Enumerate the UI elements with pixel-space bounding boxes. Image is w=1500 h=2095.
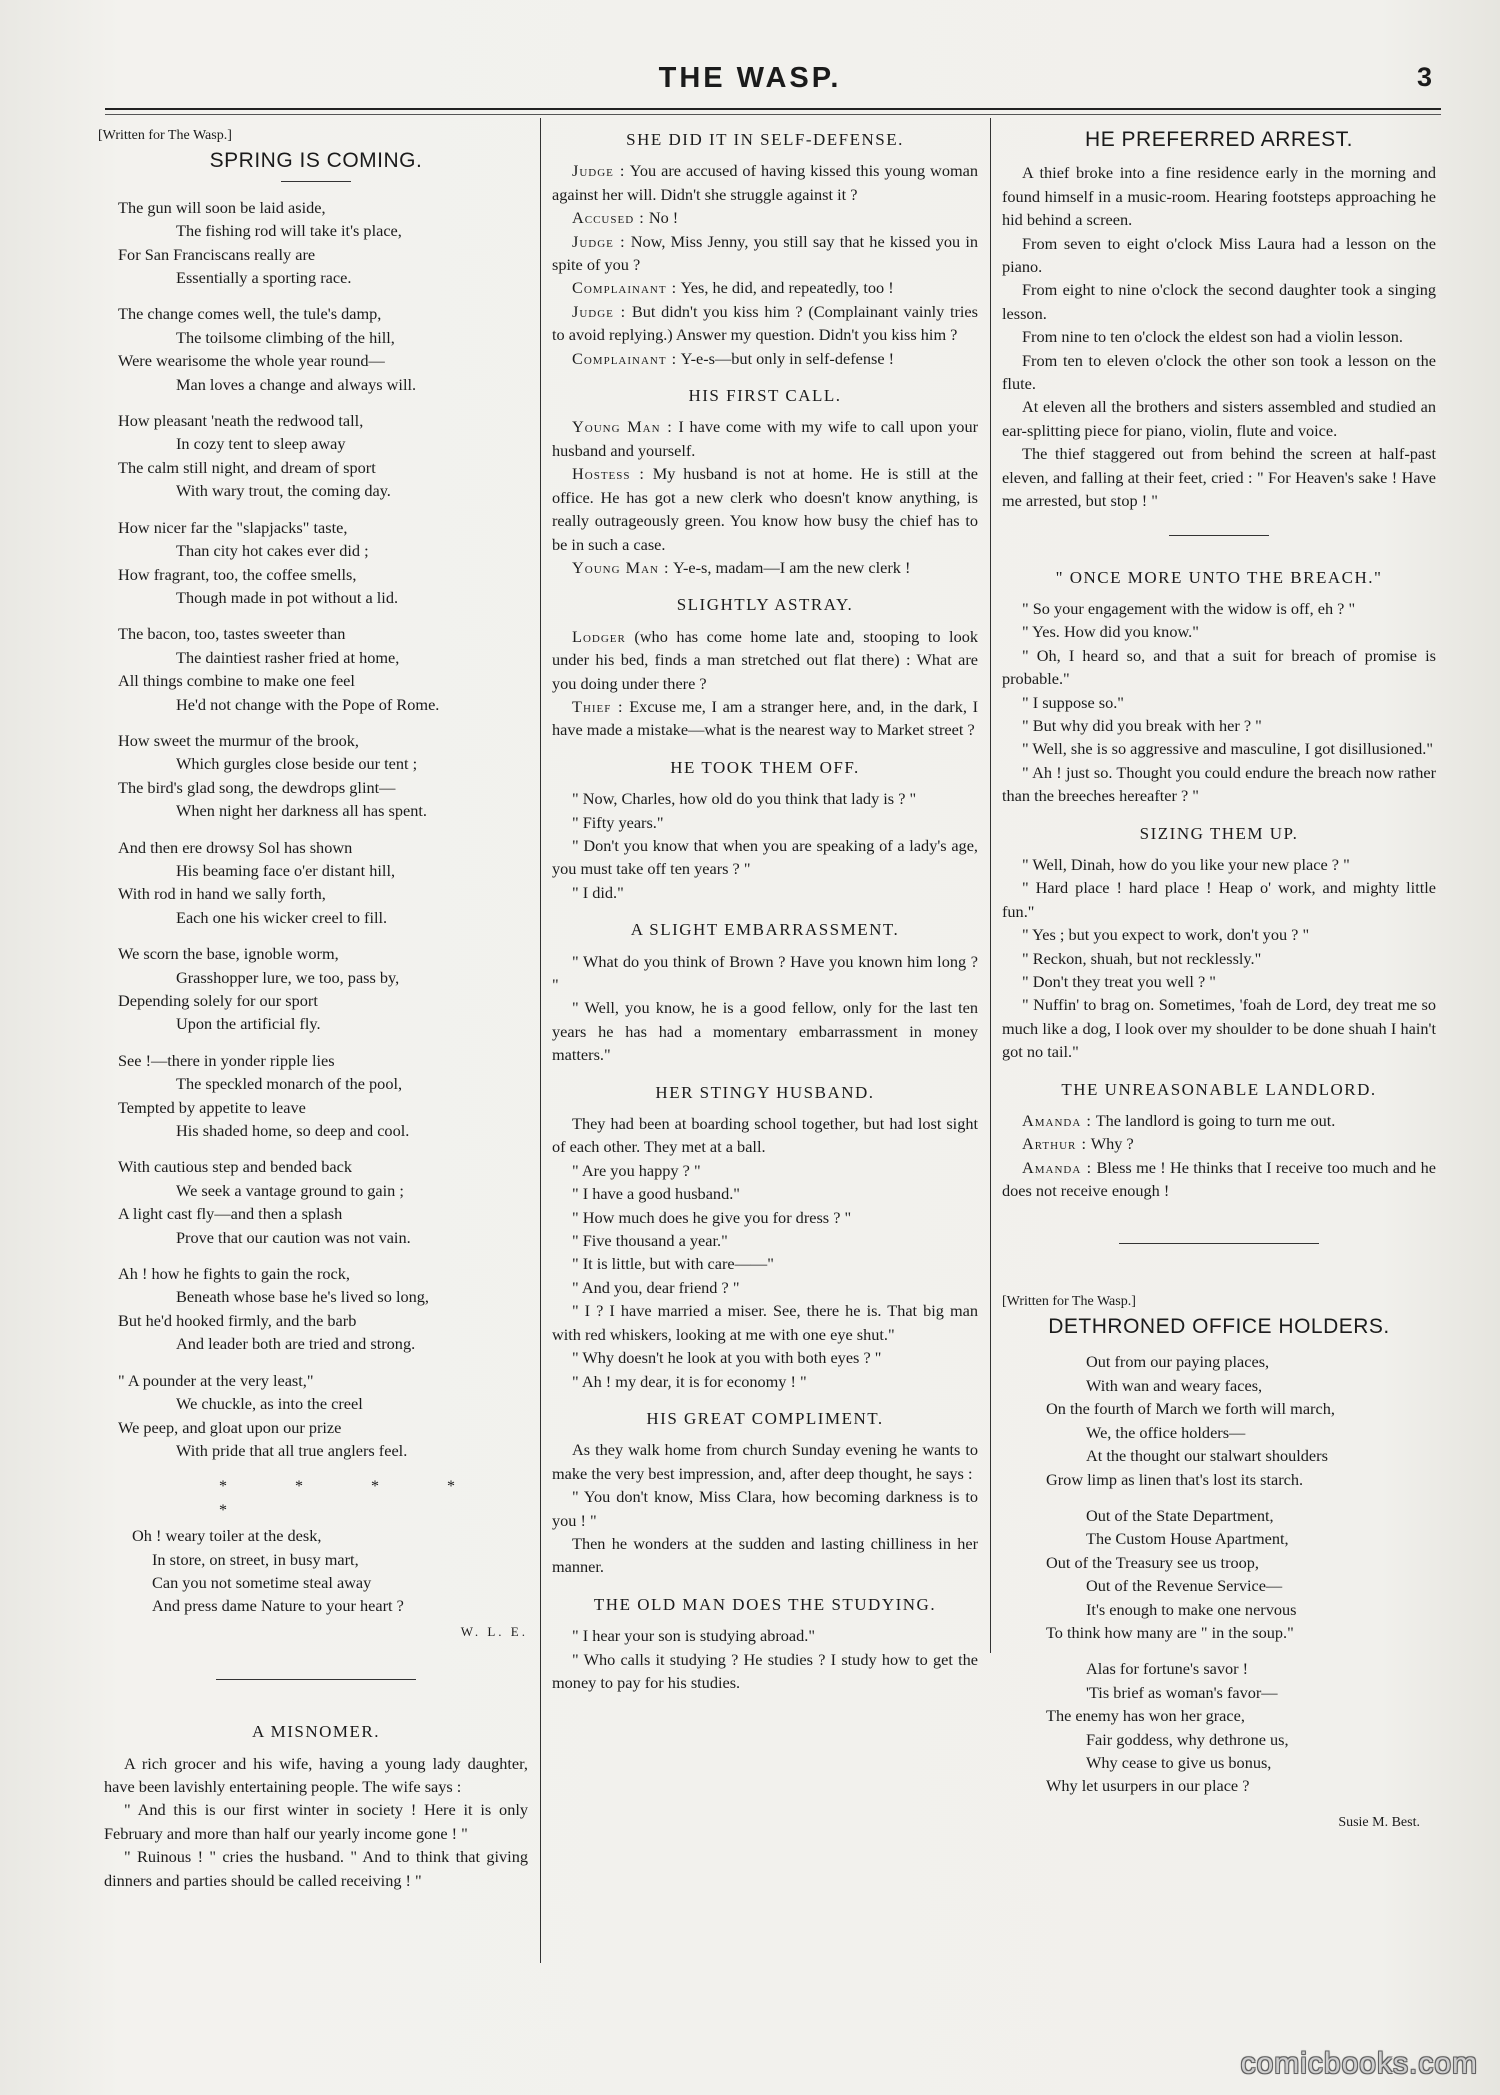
speaker-name: Young Man : [572, 557, 670, 577]
dialog-line [552, 159, 978, 206]
written-for-note: [Written for The Wasp.] [1002, 1293, 1136, 1309]
column-divider-right [990, 118, 991, 1653]
column-2 [552, 124, 978, 1694]
old-man-studying-body [552, 1624, 978, 1694]
verse-line: It's enough to make one nervous [1086, 1599, 1297, 1619]
paragraph: " Hard place ! hard place ! Heap o' work, and mighty little fun." [1002, 878, 1436, 921]
poem-dethroned-body [1002, 1350, 1436, 1797]
paragraph: " Fifty years." [572, 812, 664, 832]
stanza [118, 1049, 528, 1143]
verse-line: How nicer far the "slapjacks" taste, [118, 517, 348, 537]
verse-line: When night her darkness all has spent. [176, 801, 427, 821]
verse-line: Out from our paying places, [1086, 1352, 1270, 1372]
verse-line: The toilsome climbing of the hill, [176, 327, 395, 347]
paragraph: " How much does he give you for dress ? " [572, 1207, 852, 1227]
section-divider [1169, 535, 1269, 536]
verse-line: Upon the artificial fly. [176, 1014, 321, 1034]
verse-line: The change comes well, the tule's damp, [118, 304, 382, 324]
verse-line: Why cease to give us bonus, [1086, 1752, 1272, 1772]
speaker-name: Complainant : [572, 348, 678, 368]
paragraph: From seven to eight o'clock Miss Laura had a lesson on the piano. [1002, 233, 1436, 277]
verse-line: And leader both are tried and strong. [176, 1334, 416, 1354]
paragraph: They had been at boarding school together, but had lost sight of each other. They met at a ball. [552, 1114, 978, 1157]
stanza [118, 942, 528, 1036]
paragraph: " So your engagement with the widow is off, eh ? " [1022, 598, 1356, 618]
embarrassment-body [552, 950, 978, 1067]
verse-line: We seek a vantage ground to gain ; [176, 1180, 404, 1200]
verse-line: Why let usurpers in our place ? [1046, 1776, 1250, 1796]
dialog-line [1002, 1109, 1436, 1132]
verse-line: On the fourth of March we forth will march, [1046, 1399, 1335, 1419]
verse-line: We, the office holders— [1086, 1422, 1246, 1442]
verse-line: All things combine to make one feel [118, 671, 355, 691]
spoken-text: No ! [644, 208, 679, 228]
dialog-line [552, 206, 978, 229]
stanza-break-stars: * * * * * [219, 1478, 487, 1519]
heading-unto-the-breach: " ONCE MORE UNTO THE BREACH." [1055, 567, 1383, 587]
heading-took-them-off: HE TOOK THEM OFF. [670, 757, 860, 777]
verse-line: Each one his wicker creel to fill. [176, 907, 388, 927]
stanza [118, 1369, 528, 1463]
unreasonable-landlord-body [1002, 1109, 1436, 1203]
dialog-line [552, 300, 978, 347]
paragraph: " Don't you know that when you are speaking of a lady's age, you must take off ten years ? " [552, 835, 978, 879]
spoken-text: Y-e-s, madam—I am the new clerk ! [669, 557, 911, 577]
verse-line: Tempted by appetite to leave [118, 1097, 306, 1117]
paragraph: " Yes. How did you know." [1022, 622, 1199, 642]
misnomer-body [104, 1752, 528, 1892]
heading-great-compliment: HIS GREAT COMPLIMENT. [646, 1408, 884, 1428]
verse-line: See !—there in yonder ripple lies [118, 1050, 335, 1070]
paragraph: " Yes ; but you expect to work, don't you ? " [1022, 925, 1310, 945]
stanza [118, 1262, 528, 1356]
verse-line: With cautious step and bended back [118, 1157, 352, 1177]
verse-line: We peep, and gloat upon our prize [118, 1417, 342, 1437]
page-number: 3 [1416, 62, 1432, 92]
verse-line: Man loves a change and always will. [176, 374, 417, 394]
verse-line: How sweet the murmur of the brook, [118, 730, 359, 750]
dialog-line [552, 556, 978, 579]
paragraph: " Nuffin' to brag on. Sometimes, 'foah de Lord, dey treat me so much like a dog, I look over my shoulder to be done shuah I hain't got no tail." [1002, 995, 1436, 1062]
heading-embarrassment: A SLIGHT EMBARRASSMENT. [630, 920, 900, 940]
masthead-title: THE WASP. [658, 62, 842, 94]
paragraph: " I did." [572, 882, 624, 902]
verse-line: Out of the Treasury see us troop, [1046, 1552, 1259, 1572]
verse-line: 'Tis brief as woman's favor— [1086, 1682, 1278, 1702]
paragraph: A rich grocer and his wife, having a young lady daughter, have been lavishly entertaining people. The wife says : [104, 1753, 528, 1796]
stingy-husband-body [552, 1112, 978, 1393]
speaker-name: Arthur : [1022, 1134, 1087, 1154]
great-compliment-body [552, 1438, 978, 1578]
speaker-name: Amanda : [1022, 1111, 1092, 1131]
verse-line: Can you not sometime steal away [152, 1572, 372, 1592]
stanza [118, 196, 528, 290]
verse-line: We chuckle, as into the creel [176, 1394, 363, 1414]
site-watermark: comicbooks.com [1240, 2047, 1478, 2080]
paragraph: A thief broke into a fine residence early in the morning and found himself in a music-room. Hearing footsteps approaching he hid behind a screen. [1002, 163, 1436, 230]
verse-line: How fragrant, too, the coffee smells, [118, 564, 357, 584]
column-divider-left [540, 118, 541, 1963]
paragraph: " But why did you break with her ? " [1022, 715, 1262, 735]
paragraph: " Five thousand a year." [572, 1231, 728, 1251]
stanza [118, 302, 528, 396]
speaker-name: Thief : [572, 696, 624, 716]
verse-line: With rod in hand we sally forth, [118, 884, 326, 904]
paragraph: " Ah ! just so. Thought you could endure the breach now rather than the breeches hereafter ? " [1002, 762, 1436, 806]
verse-line: With wan and weary faces, [1086, 1375, 1263, 1395]
paragraph: The thief staggered out from behind the screen at half-past eleven, and falling at their feet, cried : " For Heaven's sake ! Have me arrested, but stop ! " [1002, 444, 1436, 511]
speaker-name: Accused : [572, 208, 645, 228]
heading-old-man-studying: THE OLD MAN DOES THE STUDYING. [593, 1594, 937, 1614]
verse-line: Ah ! how he fights to gain the rock, [118, 1264, 350, 1284]
verse-line: Out of the State Department, [1086, 1505, 1274, 1525]
paragraph: " Well, she is so aggressive and masculine, I got disillusioned." [1022, 739, 1433, 759]
paragraph: " It is little, but with care——" [572, 1254, 774, 1274]
spoken-text: (who has come home late and, stooping to look under his bed, finds a man stretched out flat there) : What are you doing under there ? [552, 626, 978, 693]
dialog-line [1002, 1132, 1436, 1155]
verse-line: With pride that all true anglers feel. [176, 1440, 408, 1460]
dialog-line [552, 230, 978, 277]
stanza [118, 622, 528, 716]
speaker-name: Complainant : [572, 278, 678, 298]
verse-line: Beneath whose base he's lived so long, [176, 1287, 429, 1307]
verse-line: Oh ! weary toiler at the desk, [132, 1526, 322, 1546]
speaker-name: Judge : [572, 161, 626, 181]
paragraph: " Don't they treat you well ? " [1022, 972, 1216, 991]
paragraph: " Who calls it studying ? He studies ? I study how to get the money to pay for his studies. [552, 1649, 978, 1692]
paragraph: " Are you happy ? " [572, 1160, 701, 1180]
verse-line: In store, on street, in busy mart, [152, 1549, 359, 1569]
verse-line: His beaming face o'er distant hill, [176, 860, 396, 880]
verse-line: He'd not change with the Pope of Rome. [176, 694, 440, 714]
verse-line: And press dame Nature to your heart ? [152, 1596, 404, 1616]
verse-line: How pleasant 'neath the redwood tall, [118, 411, 364, 431]
verse-line: At the thought our stalwart shoulders [1086, 1446, 1328, 1466]
verse-line: With wary trout, the coming day. [176, 481, 391, 501]
paragraph: " You don't know, Miss Clara, how becoming darkness is to you ! " [552, 1487, 978, 1530]
dialog-line [552, 347, 978, 370]
heading-misnomer: A MISNOMER. [252, 1722, 380, 1742]
dialog-line [552, 276, 978, 299]
paragraph: " Ruinous ! " cries the husband. " And to think that giving dinners and parties should be called receiving ! " [104, 1847, 528, 1890]
dialog-line [552, 415, 978, 462]
poem-signature: Susie M. Best. [1338, 1814, 1420, 1830]
speaker-name: Judge : [572, 231, 626, 251]
heading-unreasonable-landlord: THE UNREASONABLE LANDLORD. [1061, 1079, 1377, 1099]
column-1 [98, 124, 528, 1892]
verse-line: Fair goddess, why dethrone us, [1086, 1729, 1289, 1749]
paragraph: " Well, Dinah, how do you like your new place ? " [1022, 854, 1350, 874]
paragraph: Then he wonders at the sudden and lasting chilliness in her manner. [552, 1533, 978, 1577]
spoken-text: Excuse me, I am a stranger here, and, in the dark, I have made a mistake—what is the nearest way to Market street ? [552, 696, 979, 740]
dialog-line [552, 695, 978, 742]
spoken-text: Y-e-s—but only in self-defense ! [677, 348, 895, 368]
stanza [118, 836, 528, 930]
stanza [118, 1155, 528, 1249]
paragraph: " I hear your son is studying abroad." [572, 1626, 815, 1646]
heading-first-call: HIS FIRST CALL. [688, 386, 842, 406]
verse-line: The daintiest rasher fried at home, [176, 647, 400, 667]
dialog-line [1002, 1156, 1436, 1203]
verse-line: The speckled monarch of the pool, [176, 1074, 403, 1094]
sizing-them-up-body [1002, 853, 1436, 1064]
verse-line: " A pounder at the very least," [118, 1370, 314, 1390]
verse-line: Which gurgles close beside our tent ; [176, 754, 418, 774]
spoken-text: Bless me ! He thinks that I receive too much and he does not receive enough ! [1002, 1157, 1436, 1201]
verse-line: Grasshopper lure, we too, pass by, [176, 967, 400, 987]
spoken-text: Now, Miss Jenny, you still say that he kissed you in spite of you ? [552, 231, 978, 275]
verse-line: The bird's glad song, the dewdrops glint— [118, 777, 396, 797]
verse-line: The Custom House Apartment, [1086, 1529, 1289, 1549]
stanza [118, 409, 528, 503]
paragraph: " And you, dear friend ? " [572, 1277, 740, 1297]
slightly-astray-body [552, 625, 978, 742]
verse-line: Than city hot cakes ever did ; [176, 541, 369, 561]
speaker-name: Lodger [572, 626, 626, 646]
paragraph: " And this is our first winter in society ! Here it is only February and more than half our yearly income gone ! " [104, 1800, 528, 1843]
paragraph: " I ? I have married a miser. See, there he is. That big man with red whiskers, looking at me with one eye shut." [552, 1301, 978, 1344]
took-them-off-body [552, 787, 978, 904]
verse-line: Essentially a sporting race. [176, 268, 352, 288]
verse-line: For San Franciscans really are [118, 244, 316, 264]
verse-line: In cozy tent to sleep away [176, 434, 346, 454]
stanza [1046, 1350, 1436, 1490]
stanza [1046, 1657, 1436, 1797]
poem-spring-body [104, 196, 528, 1463]
heading-sizing-them-up: SIZING THEM UP. [1139, 823, 1299, 843]
speaker-name: Hostess : [572, 464, 645, 484]
verse-line: Prove that our caution was not vain. [176, 1227, 411, 1247]
verse-line: His shaded home, so deep and cool. [176, 1121, 410, 1141]
verse-line: And then ere drowsy Sol has shown [118, 837, 353, 857]
heading-preferred-arrest: HE PREFERRED ARREST. [1085, 128, 1353, 151]
section-divider [216, 1679, 416, 1680]
stanza [1046, 1504, 1436, 1644]
verse-line: The calm still night, and dream of sport [118, 457, 376, 477]
spoken-text: Why ? [1086, 1134, 1134, 1154]
verse-line: Though made in pot without a lid. [176, 587, 399, 607]
speaker-name: Young Man : [572, 417, 673, 437]
paragraph: " Well, you know, he is a good fellow, only for the last ten years he has had a momentary embarrassment in money matters." [552, 998, 978, 1065]
unto-the-breach-body [1002, 597, 1436, 808]
verse-line: But he'd hooked firmly, and the barb [118, 1310, 357, 1330]
self-defense-body [552, 159, 978, 370]
verse-line: The fishing rod will take it's place, [176, 221, 402, 241]
heading-self-defense: SHE DID IT IN SELF-DEFENSE. [626, 130, 904, 149]
speaker-name: Amanda : [1022, 1157, 1093, 1177]
verse-line: We scorn the base, ignoble worm, [118, 944, 339, 964]
verse-line: The gun will soon be laid aside, [118, 197, 326, 217]
verse-line: Grow limp as linen that's lost its starch. [1046, 1469, 1304, 1489]
verse-line: A light cast fly—and then a splash [118, 1204, 343, 1224]
heading-slightly-astray: SLIGHTLY ASTRAY. [676, 595, 854, 615]
poem-title-dethroned: DETHRONED OFFICE HOLDERS. [1048, 1315, 1390, 1339]
paragraph: " I suppose so." [1022, 692, 1124, 712]
paragraph: At eleven all the brothers and sisters assembled and studied an ear-splitting piece for piano, violin, flute and voice. [1002, 397, 1436, 440]
paragraph: " I have a good husband." [572, 1184, 740, 1204]
heading-stingy-husband: HER STINGY HUSBAND. [655, 1082, 875, 1102]
paragraph: " Now, Charles, how old do you think that lady is ? " [572, 789, 917, 809]
spoken-text: You are accused of having kissed this young woman against her will. Didn't she struggle against it ? [552, 161, 978, 204]
column-3 [1002, 124, 1436, 1834]
verse-line: Alas for fortune's savor ! [1086, 1659, 1249, 1679]
paragraph: From eight to nine o'clock the second daughter took a singing lesson. [1002, 280, 1436, 323]
spoken-text: Yes, he did, and repeatedly, too ! [677, 278, 894, 298]
paragraph: " Reckon, shuah, but not recklessly." [1022, 948, 1262, 968]
paragraph: " Oh, I heard so, and that a suit for breach of promise is probable." [1002, 645, 1436, 689]
poem-last-stanza [104, 1524, 528, 1618]
first-call-body [552, 415, 978, 579]
section-divider [1119, 1243, 1319, 1244]
paragraph: " Ah ! my dear, it is for economy ! " [572, 1371, 807, 1391]
header-rule-thin [105, 114, 1441, 115]
paragraph: From ten to eleven o'clock the other son took a lesson on the flute. [1002, 350, 1436, 394]
spoken-text: I have come with my wife to call upon your husband and yourself. [552, 417, 979, 460]
verse-line: To think how many are " in the soup." [1046, 1622, 1294, 1642]
title-underline [281, 181, 351, 182]
speaker-name: Judge : [572, 301, 627, 321]
poem-signature: W. L. E. [460, 1623, 528, 1639]
preferred-arrest-body [1002, 161, 1436, 512]
dialog-line [552, 625, 978, 695]
spoken-text: But didn't you kiss him ? (Complainant vainly tries to avoid replying.) Answer my question. Didn't you kiss him ? [552, 301, 978, 345]
paragraph: " Why doesn't he look at you with both eyes ? " [572, 1348, 882, 1368]
header-rule [105, 108, 1441, 110]
paragraph: From nine to ten o'clock the eldest son had a violin lesson. [1022, 327, 1403, 347]
verse-line: Out of the Revenue Service— [1086, 1576, 1283, 1596]
spoken-text: The landlord is going to turn me out. [1091, 1111, 1336, 1131]
verse-line: The enemy has won her grace, [1046, 1706, 1245, 1726]
paragraph: " What do you think of Brown ? Have you known him long ? " [552, 951, 978, 994]
dialog-line [552, 462, 978, 556]
stanza [118, 516, 528, 610]
verse-line: Were wearisome the whole year round— [118, 351, 385, 371]
verse-line: The bacon, too, tastes sweeter than [118, 624, 346, 644]
verse-line: Depending solely for our sport [118, 991, 318, 1010]
stanza [118, 729, 528, 823]
paragraph: As they walk home from church Sunday evening he wants to make the very best impression, and, after deep thought, he says : [552, 1440, 978, 1483]
poem-title-spring: SPRING IS COMING. [209, 149, 423, 173]
spoken-text: My husband is not at home. He is still at the office. He has got a new clerk who doesn't know anything, is really outrageously green. You know how busy the chief has to be in such a case. [552, 464, 978, 554]
written-for-note: [Written for The Wasp.] [98, 128, 232, 143]
